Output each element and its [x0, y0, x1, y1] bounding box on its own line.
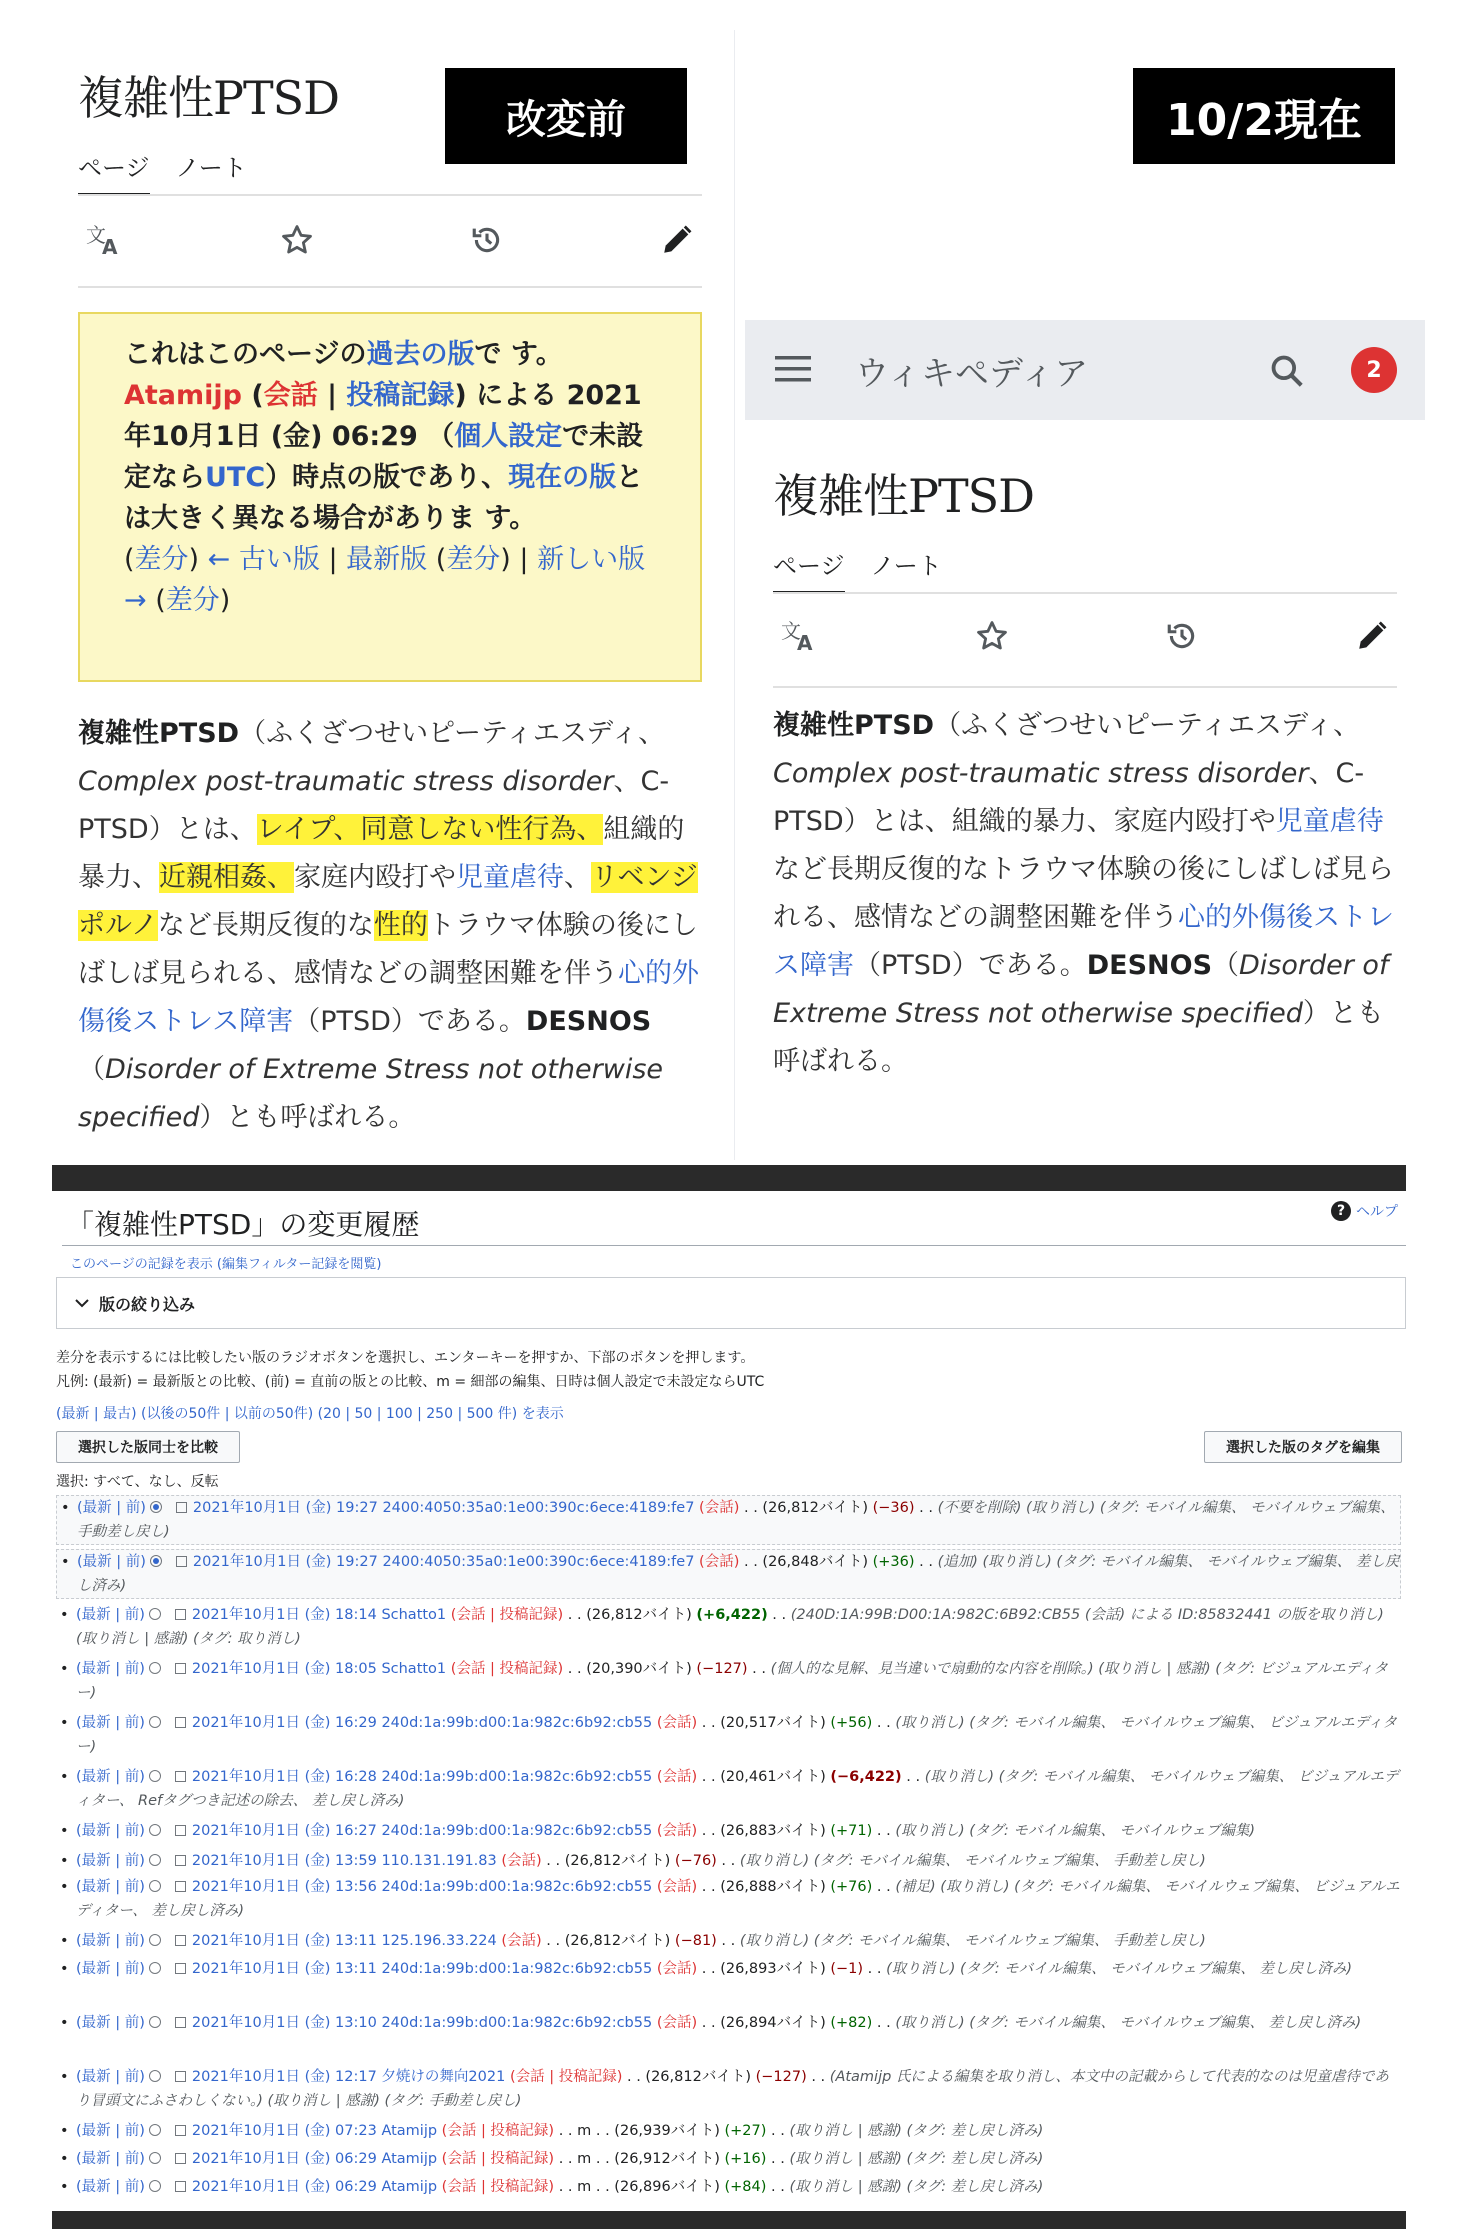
diff-links[interactable]: (最新 | 前) — [76, 2123, 145, 2139]
revision-date-link[interactable]: 2021年10月1日 (金) 13:59 — [191, 1853, 377, 1869]
child-abuse-link[interactable]: 児童虐待 — [456, 862, 564, 893]
mobile-header — [745, 320, 1425, 420]
revision-user-link[interactable]: 240d:1a:99b:d00:1a:982c:6b92:cb55 — [381, 1715, 653, 1731]
highlighted-text: レイプ、同意しない性行為、 — [256, 814, 604, 845]
revision-size-delta: (+56) — [830, 1715, 873, 1731]
label-current: 10/2現在 — [1133, 68, 1395, 164]
notification-badge[interactable]: 2 — [1351, 347, 1397, 393]
revision-size: (26,812バイト) — [762, 1500, 868, 1516]
revision-checkbox[interactable] — [175, 2181, 186, 2192]
revision-user-link[interactable]: Atamijp — [381, 2123, 438, 2139]
latest-revision-link[interactable]: 最新版 — [346, 544, 428, 575]
revision-row: • (最新 | 前) 2021年10月1日 (金) 16:28 240d:1a:99b:d00:1a:982c:6b92:cb55 (会話) . . (20,461バイト) (−6,422) . . (取り消し) (タグ: モバイル編集、 モバイルウェブ編集、 ビジュアルエディター、 Refタグつき記述の除去、 差し戻し済み) — [56, 1765, 1401, 1813]
diff-links[interactable]: (最新 | 前) — [76, 2069, 145, 2085]
revision-checkbox[interactable] — [175, 2017, 186, 2028]
user-talk-link[interactable]: 会話 — [263, 380, 318, 411]
revision-user-talk[interactable]: (会話 | 投稿記録) — [441, 2179, 555, 2195]
revision-date-link[interactable]: 2021年10月1日 (金) 06:29 — [191, 2179, 377, 2195]
current-panel — [745, 320, 1425, 1130]
revision-summary: (取り消し | 感謝) (タグ: 差し戻し済み) — [789, 2179, 1044, 2195]
page-tabs — [78, 148, 247, 196]
revision-user-talk[interactable]: (会話) — [699, 1500, 740, 1516]
revision-user-talk[interactable]: (会話) — [699, 1554, 740, 1570]
revision-checkbox[interactable] — [175, 1609, 186, 1620]
revision-radio[interactable] — [149, 1770, 161, 1782]
revision-row: • (最新 | 前) 2021年10月1日 (金) 13:11 125.196.33.224 (会話) . . (26,812バイト) (−81) . . (取り消し) (タグ: モバイル編集、 モバイルウェブ編集、 手動差し戻し) — [56, 1929, 1401, 1953]
diff-links[interactable]: (最新 | 前) — [76, 1769, 145, 1785]
revision-row: • (最新 | 前) 2021年10月1日 (金) 16:29 240d:1a:99b:d00:1a:982c:6b92:cb55 (会話) . . (20,517バイト) (+56) . . (取り消し) (タグ: モバイル編集、 モバイルウェブ編集、 ビジュアルエディター) — [56, 1711, 1401, 1759]
revision-row: • (最新 | 前) 2021年10月1日 (金) 13:10 240d:1a:99b:d00:1a:982c:6b92:cb55 (会話) . . (26,894バイト) (+82) . . (取り消し) (タグ: モバイル編集、 モバイルウェブ編集、 差し戻し済み) — [56, 2011, 1401, 2035]
diff-links[interactable]: (最新 | 前) — [76, 1961, 145, 1977]
revision-summary: (不要を削除) (取り消し) (タグ: モバイル編集、 モバイルウェブ編集、 手動差し戻し) — [77, 1500, 1395, 1540]
ptsd-link[interactable]: 心的外傷後ストレス障害 — [773, 902, 1394, 981]
newer-revision-link[interactable]: 新しい版 → — [124, 544, 646, 616]
diff-links[interactable]: (最新 | 前) — [76, 1879, 145, 1895]
revision-checkbox[interactable] — [175, 1771, 186, 1782]
revision-size: (26,894バイト) — [720, 2015, 826, 2031]
revision-user-link[interactable]: Atamijp — [381, 2179, 438, 2195]
revision-size-delta: (−1) — [830, 1961, 864, 1977]
diff-links[interactable]: (最新 | 前) — [76, 1823, 145, 1839]
revision-size: (26,812バイト) — [564, 1853, 671, 1869]
actions-divider — [78, 286, 702, 288]
revision-radio[interactable] — [149, 1880, 161, 1892]
revision-row: • (最新 | 前) 2021年10月1日 (金) 13:11 240d:1a:99b:d00:1a:982c:6b92:cb55 (会話) . . (26,893バイト) (−1) . . (取り消し) (タグ: モバイル編集、 モバイルウェブ編集、 差し戻し済み) — [56, 1957, 1401, 1981]
revision-user-link[interactable]: 240d:1a:99b:d00:1a:982c:6b92:cb55 — [381, 1961, 653, 1977]
revision-size: m . . (26,939バイト) — [577, 2123, 720, 2139]
revision-user-talk[interactable]: (会話) — [501, 1853, 542, 1869]
revision-user-link[interactable]: Atamijp — [381, 2151, 438, 2167]
revision-size: m . . (26,896バイト) — [577, 2179, 720, 2195]
revision-radio[interactable] — [150, 1501, 162, 1513]
revision-summary: (取り消し) (タグ: モバイル編集、 モバイルウェブ編集、 ビジュアルエディター、 Refタグつき記述の除去、 差し戻し済み) — [76, 1769, 1399, 1809]
revision-size: (26,812バイト) — [645, 2069, 751, 2085]
revision-summary: (個人的な見解、見当違いで扇動的な内容を削除。) (取り消し | 感謝) (タグ: ビジュアルエディター) — [76, 1661, 1388, 1701]
revision-row: • (最新 | 前) 2021年10月1日 (金) 19:27 2400:4050:35a0:1e00:390c:6ece:4189:fe7 (会話) . . (26,848バイト) (+36) . . (追加) (取り消し) (タグ: モバイル編集、 モバイルウェブ編集、 差し戻し済み) — [56, 1549, 1401, 1599]
revision-date-link[interactable]: 2021年10月1日 (金) 13:11 — [191, 1933, 377, 1949]
revision-summary: (取り消し) (タグ: モバイル編集、 モバイルウェブ編集、 手動差し戻し) — [739, 1933, 1206, 1949]
star-icon[interactable] — [975, 619, 1009, 653]
revision-size: (26,848バイト) — [762, 1554, 868, 1570]
history-icon[interactable] — [1165, 619, 1199, 653]
help-icon: ? — [1331, 1201, 1351, 1221]
diff-link[interactable]: 差分 — [165, 585, 220, 616]
edit-pencil-icon[interactable] — [1355, 619, 1389, 653]
diff-links[interactable]: (最新 | 前) — [76, 1933, 145, 1949]
revision-size-delta: (−76) — [674, 1853, 717, 1869]
svg-text:文: 文 — [86, 223, 106, 247]
revision-date-link[interactable]: 2021年10月1日 (金) 19:27 — [192, 1554, 378, 1570]
wikipedia-wordmark[interactable]: ウィキペディア — [855, 354, 1089, 394]
revision-history — [52, 1165, 1406, 2229]
revision-user-talk[interactable]: (会話 | 投稿記録) — [450, 1661, 564, 1677]
revision-radio[interactable] — [150, 1555, 162, 1567]
revision-size: (20,517バイト) — [720, 1715, 826, 1731]
preferences-link[interactable]: 個人設定 — [454, 421, 563, 452]
revision-date-link[interactable]: 2021年10月1日 (金) 18:05 — [191, 1661, 377, 1677]
bottom-bar — [52, 2211, 1406, 2229]
revision-checkbox[interactable] — [176, 1556, 187, 1567]
edit-tags-button[interactable]: 選択した版のタグを編集 — [1204, 1431, 1402, 1463]
revision-summary: (追加) (取り消し) (タグ: モバイル編集、 モバイルウェブ編集、 差し戻し済み) — [77, 1554, 1400, 1594]
revision-row: • (最新 | 前) 2021年10月1日 (金) 07:23 Atamijp (会話 | 投稿記録) . . m . . (26,939バイト) (+27) . . (取り消し | 感謝) (タグ: 差し戻し済み) — [56, 2119, 1401, 2143]
revision-checkbox[interactable] — [175, 2153, 186, 2164]
revision-row: • (最新 | 前) 2021年10月1日 (金) 13:59 110.131.191.83 (会話) . . (26,812バイト) (−76) . . (取り消し) (タグ: モバイル編集、 モバイルウェブ編集、 手動差し戻し) — [56, 1849, 1401, 1873]
revision-radio[interactable] — [149, 1962, 161, 1974]
revision-row: • (最新 | 前) 2021年10月1日 (金) 06:29 Atamijp (会話 | 投稿記録) . . m . . (26,912バイト) (+16) . . (取り消し | 感謝) (タグ: 差し戻し済み) — [56, 2147, 1401, 2171]
svg-text:A: A — [797, 631, 813, 654]
revision-size: (20,390バイト) — [586, 1661, 692, 1677]
revision-user-talk[interactable]: (会話) — [501, 1933, 542, 1949]
revision-checkbox[interactable] — [175, 1663, 186, 1674]
revision-size: m . . (26,912バイト) — [577, 2151, 720, 2167]
revision-checkbox[interactable] — [175, 1855, 186, 1866]
revision-user-link[interactable]: 240d:1a:99b:d00:1a:982c:6b92:cb55 — [381, 2015, 653, 2031]
utc-link[interactable]: UTC — [205, 462, 266, 493]
revision-size: (26,812バイト) — [586, 1607, 692, 1623]
old-revision-link[interactable]: 過去の版 — [366, 339, 475, 370]
tab-talk[interactable]: ノート — [175, 154, 247, 182]
diff-links[interactable]: (最新 | 前) — [76, 2179, 145, 2195]
menu-icon[interactable] — [775, 354, 811, 388]
revision-user-talk[interactable]: (会話) — [656, 1961, 698, 1977]
history-title: 「複雑性PTSD」の変更履歴 — [66, 1208, 420, 1241]
revision-user-link[interactable]: Schatto1 — [381, 1607, 447, 1623]
select-links[interactable]: 選択: すべて、なし、反転 — [56, 1474, 219, 1490]
page-actions — [779, 618, 1389, 654]
article-lead: 複雑性PTSD（ふくざつせいピーティエスディ、Complex post-traumatic stress disorder、C-PTSD）とは、レイプ、同意しない性行為、組織的暴力、近親相姦、家庭内殴打や児童虐待、リベンジポルノなど長期反復的な性的トラウマ体験の後にしばしば見られる、感情などの調整困難を伴う心的外傷後ストレス障害（PTSD）である。DESNOS（Disorder of Extreme Stress not otherwise specified）とも呼ばれる。 — [78, 718, 699, 1133]
tab-talk[interactable]: ノート — [870, 552, 942, 580]
chevron-down-icon — [75, 1294, 89, 1313]
revision-user-talk[interactable]: (会話) — [656, 1823, 698, 1839]
revision-size-delta: (+27) — [724, 2123, 767, 2139]
page-actions — [84, 222, 694, 258]
revision-user-talk[interactable]: (会話 | 投稿記録) — [450, 1607, 564, 1623]
tab-page[interactable]: ページ — [78, 148, 150, 196]
tabs-divider — [78, 194, 702, 196]
language-icon[interactable] — [84, 222, 124, 258]
compare-revisions-button[interactable]: 選択した版同士を比較 — [56, 1431, 240, 1463]
highlighted-text: 性的 — [373, 910, 428, 941]
actions-divider — [773, 686, 1397, 688]
revision-summary: (補足) (取り消し) (タグ: モバイル編集、 モバイルウェブ編集、 ビジュアルエディター、 差し戻し済み) — [76, 1879, 1400, 1919]
revision-user-talk[interactable]: (会話 | 投稿記録) — [441, 2123, 555, 2139]
article-lead: 複雑性PTSD（ふくざつせいピーティエスディ、Complex post-traumatic stress disorder、C-PTSD）とは、組織的暴力、家庭内殴打や児童虐待など長期反復的なトラウマ体験の後にしばしば見られる、感情などの調整困難を伴う心的外傷後ストレス障害（PTSD）である。DESNOS（Disorder of Extreme Stress not otherwise specified）とも呼ばれる。 — [773, 710, 1394, 1077]
revision-checkbox[interactable] — [175, 2125, 186, 2136]
revision-summary: (Atamijp 氏による編集を取り消し、本文中の記載からして代表的なのは児童虐待であり冒頭文にふさわしくない。) (取り消し | 感謝) (タグ: 手動差し戻し) — [76, 2069, 1389, 2109]
diff-links[interactable]: (最新 | 前) — [76, 1715, 145, 1731]
revision-size-delta: (−6,422) — [830, 1769, 902, 1785]
revision-navigation: (差分) ← 古い版 | 最新版 (差分) | 新しい版 → (差分) — [124, 544, 646, 616]
search-icon[interactable] — [1268, 352, 1306, 394]
revision-date-link[interactable]: 2021年10月1日 (金) 13:10 — [191, 2015, 377, 2031]
revision-date-link[interactable]: 2021年10月1日 (金) 13:56 — [191, 1879, 377, 1895]
revision-date-link[interactable]: 2021年10月1日 (金) 16:28 — [191, 1769, 377, 1785]
top-bar — [52, 1165, 1406, 1191]
article-term: 複雑性PTSD — [773, 710, 935, 741]
revision-radio[interactable] — [149, 2070, 161, 2082]
revision-radio[interactable] — [149, 1934, 161, 1946]
revision-row: • (最新 | 前) 2021年10月1日 (金) 19:27 2400:4050:35a0:1e00:390c:6ece:4189:fe7 (会話) . . (26,812バイト) (−36) . . (不要を削除) (取り消し) (タグ: モバイル編集、 モバイルウェブ編集、 手動差し戻し) — [56, 1495, 1401, 1545]
revision-size-delta: (−36) — [872, 1500, 915, 1516]
revision-user-talk[interactable]: (会話 | 投稿記録) — [509, 2069, 623, 2085]
revision-date-link[interactable]: 2021年10月1日 (金) 12:17 — [191, 2069, 377, 2085]
revision-user-link[interactable]: Schatto1 — [381, 1661, 447, 1677]
revision-size-delta: (−127) — [696, 1661, 748, 1677]
revision-size: (26,883バイト) — [720, 1823, 826, 1839]
revision-size: (26,893バイト) — [720, 1961, 826, 1977]
log-links[interactable]: このページの記録を表示 (編集フィルター記録を閲覧) — [70, 1257, 382, 1272]
page-title: 複雑性PTSD — [78, 71, 340, 125]
tab-page[interactable]: ページ — [773, 546, 845, 594]
label-before: 改変前 — [445, 68, 687, 164]
svg-text:文: 文 — [781, 619, 801, 643]
revision-size-delta: (+82) — [830, 2015, 873, 2031]
title-rule — [62, 1245, 1406, 1246]
revision-user-talk[interactable]: (会話) — [656, 1715, 698, 1731]
revision-checkbox[interactable] — [175, 1963, 186, 1974]
edit-pencil-icon[interactable] — [660, 223, 694, 257]
revision-radio[interactable] — [149, 1608, 161, 1620]
revision-radio[interactable] — [149, 1662, 161, 1674]
revision-date-link[interactable]: 2021年10月1日 (金) 19:27 — [192, 1500, 378, 1516]
revision-radio[interactable] — [149, 2152, 161, 2164]
revision-user-link[interactable]: 110.131.191.83 — [381, 1853, 497, 1869]
revision-summary: (取り消し | 感謝) (タグ: 差し戻し済み) — [789, 2151, 1044, 2167]
revision-summary: (取り消し) (タグ: モバイル編集、 モバイルウェブ編集、 差し戻し済み) — [895, 2015, 1362, 2031]
revision-checkbox[interactable] — [175, 1825, 186, 1836]
revision-summary: (取り消し) (タグ: モバイル編集、 モバイルウェブ編集、 差し戻し済み) — [886, 1961, 1352, 1977]
revision-summary: (240D:1A:99B:D00:1A:982C:6B92:CB55 (会話) による ID:85832441 の版を取り消し) (取り消し | 感謝) (タグ: 取り消し) — [76, 1607, 1384, 1647]
revision-date-link[interactable]: 2021年10月1日 (金) 16:27 — [191, 1823, 377, 1839]
svg-text:A: A — [102, 235, 118, 258]
revision-checkbox[interactable] — [175, 1881, 186, 1892]
revision-row: • (最新 | 前) 2021年10月1日 (金) 12:17 夕焼けの舞向2021 (会話 | 投稿記録) . . (26,812バイト) (−127) . . (Atamijp 氏による編集を取り消し、本文中の記載からして代表的なのは児童虐待であり冒頭文にふさわしくない。) (取り消し | 感謝) (タグ: 手動差し戻し) — [56, 2065, 1401, 2113]
help-link[interactable]: ? ヘルプ — [1331, 1201, 1398, 1221]
revision-user-talk[interactable]: (会話 | 投稿記録) — [441, 2151, 555, 2167]
revision-size-delta: (+36) — [872, 1554, 915, 1570]
revision-radio[interactable] — [149, 1824, 161, 1836]
article-term: 複雑性PTSD — [78, 718, 240, 749]
revision-radio[interactable] — [149, 2124, 161, 2136]
revision-size-delta: (+84) — [724, 2179, 767, 2195]
current-revision-link[interactable]: 現在の版 — [508, 462, 617, 493]
revision-user-talk[interactable]: (会話) — [656, 2015, 698, 2031]
before-panel — [50, 30, 730, 1160]
user-contribs-link[interactable]: 投稿記録 — [346, 380, 455, 411]
history-icon[interactable] — [470, 223, 504, 257]
revision-user-link[interactable]: 2400:4050:35a0:1e00:390c:6ece:4189:fe7 — [382, 1500, 695, 1516]
revision-user-talk[interactable]: (会話) — [656, 1879, 698, 1895]
revision-size-delta: (+16) — [724, 2151, 767, 2167]
page-title: 複雑性PTSD — [773, 469, 1035, 523]
revision-row: • (最新 | 前) 2021年10月1日 (金) 06:29 Atamijp (会話 | 投稿記録) . . m . . (26,896バイト) (+84) . . (取り消し | 感謝) (タグ: 差し戻し済み) — [56, 2175, 1401, 2199]
revision-row: • (最新 | 前) 2021年10月1日 (金) 18:14 Schatto1 (会話 | 投稿記録) . . (26,812バイト) (+6,422) . . (240D:1A:99B:D00:1A:982C:6B92:CB55 (会話) による ID:85832441 の版を取り消し) (取り消し | 感謝) (タグ: 取り消し) — [56, 1603, 1401, 1651]
old-revision-notice: これはこのページの過去の版で す。Atamijp (会話 | 投稿記録) による 2021年10月1日 (金) 06:29 （個人設定で未設定ならUTC）時点の版であり、現在の版とは大きく異なる場合がありま す。 (差分) ← 古い版 | 最新版 (差分) | 新しい版 → (差分) — [78, 312, 702, 682]
legend: 凡例: (最新) = 最新版との比較、(前) = 直前の版との比較、m = 細部の編集、日時は個人設定で未設定ならUTC — [56, 1374, 765, 1390]
revision-radio[interactable] — [149, 2180, 161, 2192]
revision-date-link[interactable]: 2021年10月1日 (金) 13:11 — [191, 1961, 377, 1977]
diff-links[interactable]: (最新 | 前) — [77, 1500, 146, 1516]
diff-links[interactable]: (最新 | 前) — [76, 2151, 145, 2167]
revision-summary: (取り消し) (タグ: モバイル編集、 モバイルウェブ編集) — [895, 1823, 1256, 1839]
diff-link[interactable]: 差分 — [134, 544, 189, 575]
tabs-divider — [773, 592, 1397, 594]
revision-size-delta: (+76) — [830, 1879, 873, 1895]
revision-radio[interactable] — [149, 2016, 161, 2028]
revision-user-link[interactable]: 240d:1a:99b:d00:1a:982c:6b92:cb55 — [381, 1823, 653, 1839]
revision-user-link[interactable]: 125.196.33.224 — [381, 1933, 497, 1949]
paging-links[interactable]: (最新 | 最古) (以後の50件 | 以前の50件) (20 | 50 | 100 | 250 | 500 件) を表示 — [56, 1406, 564, 1422]
highlighted-text: リベンジポルノ — [78, 862, 698, 941]
revision-size-delta: (+6,422) — [696, 1607, 768, 1623]
diff-links[interactable]: (最新 | 前) — [76, 2015, 145, 2031]
filter-revisions-toggle[interactable]: 版の絞り込み — [56, 1277, 1406, 1329]
language-icon[interactable] — [779, 618, 819, 654]
revision-date-link[interactable]: 2021年10月1日 (金) 16:29 — [191, 1715, 377, 1731]
revision-date-link[interactable]: 2021年10月1日 (金) 18:14 — [191, 1607, 377, 1623]
revision-size: (20,461バイト) — [720, 1769, 826, 1785]
revision-radio[interactable] — [149, 1716, 161, 1728]
diff-links[interactable]: (最新 | 前) — [76, 1607, 145, 1623]
revision-size: (26,888バイト) — [720, 1879, 826, 1895]
panel-divider — [734, 30, 735, 1160]
diff-link[interactable]: 差分 — [446, 544, 501, 575]
diff-links[interactable]: (最新 | 前) — [76, 1661, 145, 1677]
revision-summary: (取り消し) (タグ: モバイル編集、 モバイルウェブ編集、 手動差し戻し) — [739, 1853, 1206, 1869]
revision-date-link[interactable]: 2021年10月1日 (金) 06:29 — [191, 2151, 377, 2167]
diff-links[interactable]: (最新 | 前) — [76, 1853, 145, 1869]
revision-checkbox[interactable] — [175, 1717, 186, 1728]
revision-checkbox[interactable] — [176, 1502, 187, 1513]
revision-row: • (最新 | 前) 2021年10月1日 (金) 13:56 240d:1a:99b:d00:1a:982c:6b92:cb55 (会話) . . (26,888バイト) (+76) . . (補足) (取り消し) (タグ: モバイル編集、 モバイルウェブ編集、 ビジュアルエディター、 差し戻し済み) — [56, 1875, 1401, 1923]
child-abuse-link[interactable]: 児童虐待 — [1275, 806, 1384, 837]
revision-size-delta: (−81) — [674, 1933, 717, 1949]
revision-size-delta: (+71) — [830, 1823, 873, 1839]
star-icon[interactable] — [280, 223, 314, 257]
revision-user-link[interactable]: 240d:1a:99b:d00:1a:982c:6b92:cb55 — [381, 1769, 653, 1785]
revision-size: (26,812バイト) — [564, 1933, 671, 1949]
revision-user-link[interactable]: 夕焼けの舞向2021 — [381, 2069, 506, 2085]
revision-size-delta: (−127) — [755, 2069, 807, 2085]
ptsd-link[interactable]: 心的外傷後ストレス障害 — [78, 958, 699, 1037]
instructions: 差分を表示するには比較したい版のラジオボタンを選択し、エンターキーを押すか、下部のボタンを押します。 — [56, 1350, 755, 1366]
user-link[interactable]: Atamijp — [124, 380, 242, 411]
revision-summary: (取り消し | 感謝) (タグ: 差し戻し済み) — [789, 2123, 1044, 2139]
highlighted-text: 近親相姦、 — [159, 862, 294, 893]
revision-row: • (最新 | 前) 2021年10月1日 (金) 16:27 240d:1a:99b:d00:1a:982c:6b92:cb55 (会話) . . (26,883バイト) (+71) . . (取り消し) (タグ: モバイル編集、 モバイルウェブ編集) — [56, 1819, 1401, 1843]
older-revision-link[interactable]: ← 古い版 — [207, 544, 320, 575]
revision-user-link[interactable]: 2400:4050:35a0:1e00:390c:6ece:4189:fe7 — [382, 1554, 695, 1570]
page-tabs — [773, 546, 942, 594]
revision-row: • (最新 | 前) 2021年10月1日 (金) 18:05 Schatto1 (会話 | 投稿記録) . . (20,390バイト) (−127) . . (個人的な見解、見当違いで扇動的な内容を削除。) (取り消し | 感謝) (タグ: ビジュアルエディター) — [56, 1657, 1401, 1705]
diff-links[interactable]: (最新 | 前) — [77, 1554, 146, 1570]
revision-summary: (取り消し) (タグ: モバイル編集、 モバイルウェブ編集、 ビジュアルエディター) — [76, 1715, 1398, 1755]
revision-user-talk[interactable]: (会話) — [656, 1769, 698, 1785]
revision-radio[interactable] — [149, 1854, 161, 1866]
revision-checkbox[interactable] — [175, 1935, 186, 1946]
revision-user-link[interactable]: 240d:1a:99b:d00:1a:982c:6b92:cb55 — [381, 1879, 653, 1895]
revision-date-link[interactable]: 2021年10月1日 (金) 07:23 — [191, 2123, 377, 2139]
revision-checkbox[interactable] — [175, 2071, 186, 2082]
